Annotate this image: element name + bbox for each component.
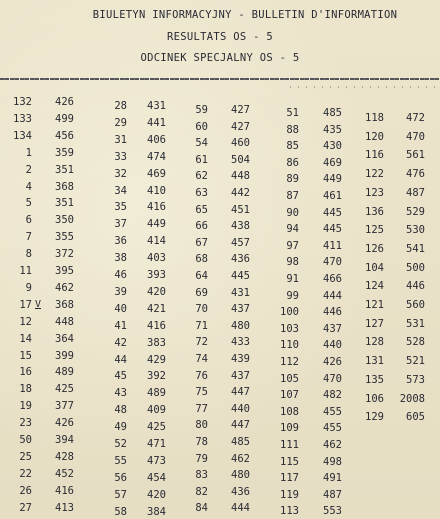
car-number: 104: [365, 261, 384, 274]
car-number: 16: [19, 366, 32, 379]
car-number: 132: [13, 96, 32, 108]
car-number: 1: [25, 146, 32, 159]
car-number: 94: [286, 223, 299, 236]
stage-time: 430: [323, 140, 342, 153]
stage-time: 383: [147, 336, 166, 349]
stage-time: 425: [55, 383, 74, 396]
car-number: 112: [280, 356, 299, 368]
stage-time: 449: [147, 218, 166, 231]
car-number: 121: [365, 299, 384, 311]
car-number: 49: [114, 421, 127, 434]
stage-time: 455: [323, 405, 342, 418]
stage-time: 416: [147, 319, 166, 332]
car-number: 86: [286, 156, 299, 169]
stage-time: 462: [323, 439, 342, 451]
car-number: 26: [19, 484, 32, 497]
car-number: 122: [365, 168, 384, 181]
stage-time: 437: [231, 369, 250, 382]
car-number: 37: [114, 218, 127, 231]
stage-time: 498: [323, 455, 342, 468]
stage-time: 455: [323, 422, 342, 435]
car-number: 110: [280, 339, 299, 352]
stage-time: 460: [231, 137, 250, 150]
car-number: 35: [114, 201, 127, 214]
stage-time: 447: [231, 419, 250, 432]
stage-time: 446: [406, 280, 425, 293]
stage-time: 440: [231, 402, 250, 415]
special-stage-subtitle: ODCINEK SPECJALNY OS - 5: [140, 52, 300, 64]
car-number: 9: [25, 281, 32, 294]
stage-time: 420: [147, 285, 166, 298]
stage-time: 435: [323, 123, 342, 136]
stage-time: 429: [147, 353, 166, 366]
stage-time: 491: [323, 472, 342, 485]
car-number: 134: [13, 129, 32, 142]
stage-time: 529: [406, 205, 425, 218]
stage-time: 457: [231, 236, 250, 249]
stage-time: 421: [147, 302, 166, 315]
car-number: 8: [25, 248, 32, 261]
stage-time: 482: [323, 389, 342, 402]
car-number: 98: [286, 256, 299, 269]
car-number: 124: [365, 280, 384, 293]
car-number: 46: [114, 269, 127, 281]
car-number: 64: [195, 270, 208, 282]
stage-time: 469: [323, 156, 342, 169]
car-number: 65: [195, 203, 208, 216]
car-number: 107: [280, 389, 299, 402]
car-number: 116: [365, 149, 384, 162]
car-number: 83: [195, 469, 208, 482]
car-number: 39: [114, 285, 127, 298]
stage-time: 449: [323, 173, 342, 186]
stage-time: 462: [231, 452, 250, 465]
results-subtitle: RESULTATS OS - 5: [167, 31, 273, 43]
car-number: 45: [114, 370, 127, 383]
car-number: 82: [195, 485, 208, 498]
car-number: 48: [114, 404, 127, 417]
car-number: 11: [19, 265, 32, 277]
stage-time: 384: [147, 505, 166, 518]
stage-time: 500: [406, 261, 425, 274]
stage-time: 447: [231, 386, 250, 399]
stage-time: 466: [323, 273, 342, 285]
car-number: 129: [365, 411, 384, 424]
car-number: 12: [19, 315, 32, 328]
stage-time: 480: [231, 319, 250, 332]
stage-time: 470: [323, 372, 342, 385]
stage-time: 462: [55, 281, 74, 294]
stage-time: 437: [231, 303, 250, 316]
car-number: 17: [19, 298, 32, 311]
stage-time: 454: [147, 471, 166, 484]
stage-time: 409: [147, 404, 166, 417]
car-number: 63: [195, 187, 208, 199]
car-number: 22: [19, 467, 32, 480]
car-number: 23: [19, 417, 32, 430]
car-number: 62: [195, 170, 208, 183]
car-number: 44: [114, 353, 127, 366]
stage-time: 489: [147, 387, 166, 400]
car-number: 60: [195, 120, 208, 133]
car-number: 111: [280, 439, 299, 451]
stage-time: 426: [323, 356, 342, 368]
stage-time: 2008: [399, 392, 425, 405]
car-number: 67: [195, 236, 208, 249]
car-number: 25: [19, 450, 32, 463]
stage-time: 393: [147, 269, 166, 281]
stage-time: 399: [55, 349, 74, 362]
stage-time: 470: [406, 130, 425, 143]
stage-time: 413: [55, 501, 74, 514]
car-number: 68: [195, 253, 208, 266]
stage-time: 426: [55, 96, 74, 108]
stage-time: 487: [406, 186, 425, 199]
car-number: 34: [114, 184, 127, 197]
stage-time: 451: [231, 203, 250, 216]
car-number: 75: [195, 386, 208, 399]
car-number: 125: [365, 224, 384, 237]
stage-time: 372: [55, 248, 74, 261]
stage-time: 560: [406, 299, 425, 311]
car-number: 85: [286, 140, 299, 153]
stage-time: 444: [231, 502, 250, 515]
stage-time: 444: [323, 289, 342, 302]
car-number: 90: [286, 206, 299, 219]
stage-time: 351: [55, 197, 74, 210]
car-number: 106: [365, 392, 384, 405]
stage-time: 470: [323, 256, 342, 269]
car-number: 128: [365, 336, 384, 349]
car-number: 27: [19, 501, 32, 514]
car-number: 29: [114, 116, 127, 129]
car-number: 36: [114, 235, 127, 248]
car-number: 80: [195, 419, 208, 432]
car-number: 71: [195, 319, 208, 332]
car-number: 42: [114, 336, 127, 349]
car-number: 28: [114, 100, 127, 112]
car-number: 74: [195, 353, 208, 365]
stage-time: 392: [147, 370, 166, 383]
car-number: 100: [280, 306, 299, 319]
car-number: 79: [195, 452, 208, 465]
stage-time: 351: [55, 163, 74, 176]
stage-time: 448: [231, 170, 250, 183]
car-number: 133: [13, 112, 32, 125]
stage-time: 553: [323, 505, 342, 518]
stage-time: 472: [406, 112, 425, 124]
stage-time: 446: [323, 306, 342, 319]
car-number: 55: [114, 454, 127, 467]
bulletin-title: BIULETYN INFORMACYJNY - BULLETIN D'INFORMATION: [92, 9, 398, 21]
car-number: 131: [365, 355, 384, 368]
car-number: 2: [25, 163, 32, 176]
car-number: 105: [280, 372, 299, 385]
car-number: 56: [114, 471, 127, 484]
stage-time: 476: [406, 168, 425, 181]
car-number: 18: [19, 383, 32, 396]
car-number: 51: [286, 107, 299, 119]
car-number: 118: [365, 112, 384, 124]
stage-time: 436: [231, 253, 250, 266]
stage-time: 427: [231, 120, 250, 133]
stage-time: 440: [323, 339, 342, 352]
stage-time: 410: [147, 184, 166, 197]
car-number: 103: [280, 322, 299, 335]
car-number: 5: [25, 197, 32, 210]
car-number: 117: [280, 472, 299, 485]
car-number: 136: [365, 205, 384, 218]
check-mark: V: [35, 298, 42, 310]
stage-time: 426: [55, 417, 74, 430]
car-number: 70: [195, 303, 208, 316]
car-number: 33: [114, 150, 127, 163]
stage-time: 445: [323, 206, 342, 219]
car-number: 50: [19, 434, 32, 446]
stage-time: 431: [231, 286, 250, 299]
dotted-divider: [290, 86, 440, 88]
stage-time: 368: [55, 180, 74, 193]
car-number: 115: [280, 455, 299, 468]
stage-time: 528: [406, 336, 425, 349]
car-number: 76: [195, 369, 208, 382]
stage-time: 445: [231, 270, 250, 282]
car-number: 97: [286, 239, 299, 252]
stage-time: 368: [55, 298, 74, 311]
car-number: 91: [286, 273, 299, 285]
stage-time: 394: [55, 434, 74, 446]
car-number: 7: [25, 231, 32, 244]
stage-time: 521: [406, 355, 425, 368]
stage-time: 489: [55, 366, 74, 379]
stage-time: 395: [55, 265, 74, 277]
car-number: 127: [365, 317, 384, 330]
stage-time: 471: [147, 438, 166, 450]
car-number: 57: [114, 488, 127, 501]
stage-time: 530: [406, 224, 425, 237]
stage-time: 448: [55, 315, 74, 328]
stage-time: 485: [231, 436, 250, 448]
car-number: 119: [280, 488, 299, 501]
stage-time: 445: [323, 223, 342, 236]
car-number: 14: [19, 332, 32, 345]
car-number: 87: [286, 190, 299, 202]
stage-time: 437: [323, 322, 342, 335]
car-number: 54: [195, 137, 208, 150]
stage-time: 605: [406, 411, 425, 424]
stage-time: 487: [323, 488, 342, 501]
car-number: 69: [195, 286, 208, 299]
car-number: 108: [280, 405, 299, 418]
stage-time: 425: [147, 421, 166, 434]
car-number: 61: [195, 153, 208, 166]
stage-time: 438: [231, 220, 250, 233]
stage-time: 416: [55, 484, 74, 497]
car-number: 31: [114, 133, 127, 146]
car-number: 135: [365, 373, 384, 386]
car-number: 113: [280, 505, 299, 518]
stage-time: 573: [406, 373, 425, 386]
car-number: 89: [286, 173, 299, 186]
car-number: 120: [365, 130, 384, 143]
stage-time: 441: [147, 116, 166, 129]
car-number: 32: [114, 167, 127, 180]
stage-time: 499: [55, 112, 74, 125]
stage-time: 350: [55, 214, 74, 227]
stage-time: 427: [231, 104, 250, 116]
stage-time: 469: [147, 167, 166, 180]
car-number: 6: [25, 214, 32, 227]
car-number: 126: [365, 242, 384, 255]
car-number: 88: [286, 123, 299, 136]
car-number: 99: [286, 289, 299, 302]
stage-time: 364: [55, 332, 74, 345]
stage-time: 561: [406, 149, 425, 162]
header-divider: [0, 78, 440, 80]
stage-time: 377: [55, 400, 74, 413]
stage-time: 403: [147, 252, 166, 265]
stage-time: 359: [55, 146, 74, 159]
car-number: 77: [195, 402, 208, 415]
stage-time: 433: [231, 336, 250, 349]
car-number: 40: [114, 302, 127, 315]
stage-time: 431: [147, 100, 166, 112]
stage-time: 480: [231, 469, 250, 482]
stage-time: 416: [147, 201, 166, 214]
stage-time: 452: [55, 467, 74, 480]
car-number: 72: [195, 336, 208, 349]
car-number: 59: [195, 104, 208, 116]
stage-time: 474: [147, 150, 166, 163]
stage-time: 439: [231, 353, 250, 365]
car-number: 38: [114, 252, 127, 265]
stage-time: 456: [55, 129, 74, 142]
stage-time: 461: [323, 190, 342, 202]
stage-time: 411: [323, 239, 342, 252]
car-number: 43: [114, 387, 127, 400]
car-number: 19: [19, 400, 32, 413]
car-number: 58: [114, 505, 127, 518]
car-number: 4: [25, 180, 32, 193]
car-number: 66: [195, 220, 208, 233]
stage-time: 406: [147, 133, 166, 146]
stage-time: 414: [147, 235, 166, 248]
car-number: 84: [195, 502, 208, 515]
stage-time: 531: [406, 317, 425, 330]
car-number: 109: [280, 422, 299, 435]
car-number: 15: [19, 349, 32, 362]
car-number: 41: [114, 319, 127, 332]
stage-time: 420: [147, 488, 166, 501]
stage-time: 428: [55, 450, 74, 463]
stage-time: 473: [147, 454, 166, 467]
stage-time: 355: [55, 231, 74, 244]
car-number: 78: [195, 436, 208, 448]
car-number: 52: [114, 438, 127, 450]
stage-time: 442: [231, 187, 250, 199]
stage-time: 436: [231, 485, 250, 498]
stage-time: 485: [323, 107, 342, 119]
car-number: 123: [365, 186, 384, 199]
stage-time: 504: [231, 153, 250, 166]
stage-time: 541: [406, 242, 425, 255]
